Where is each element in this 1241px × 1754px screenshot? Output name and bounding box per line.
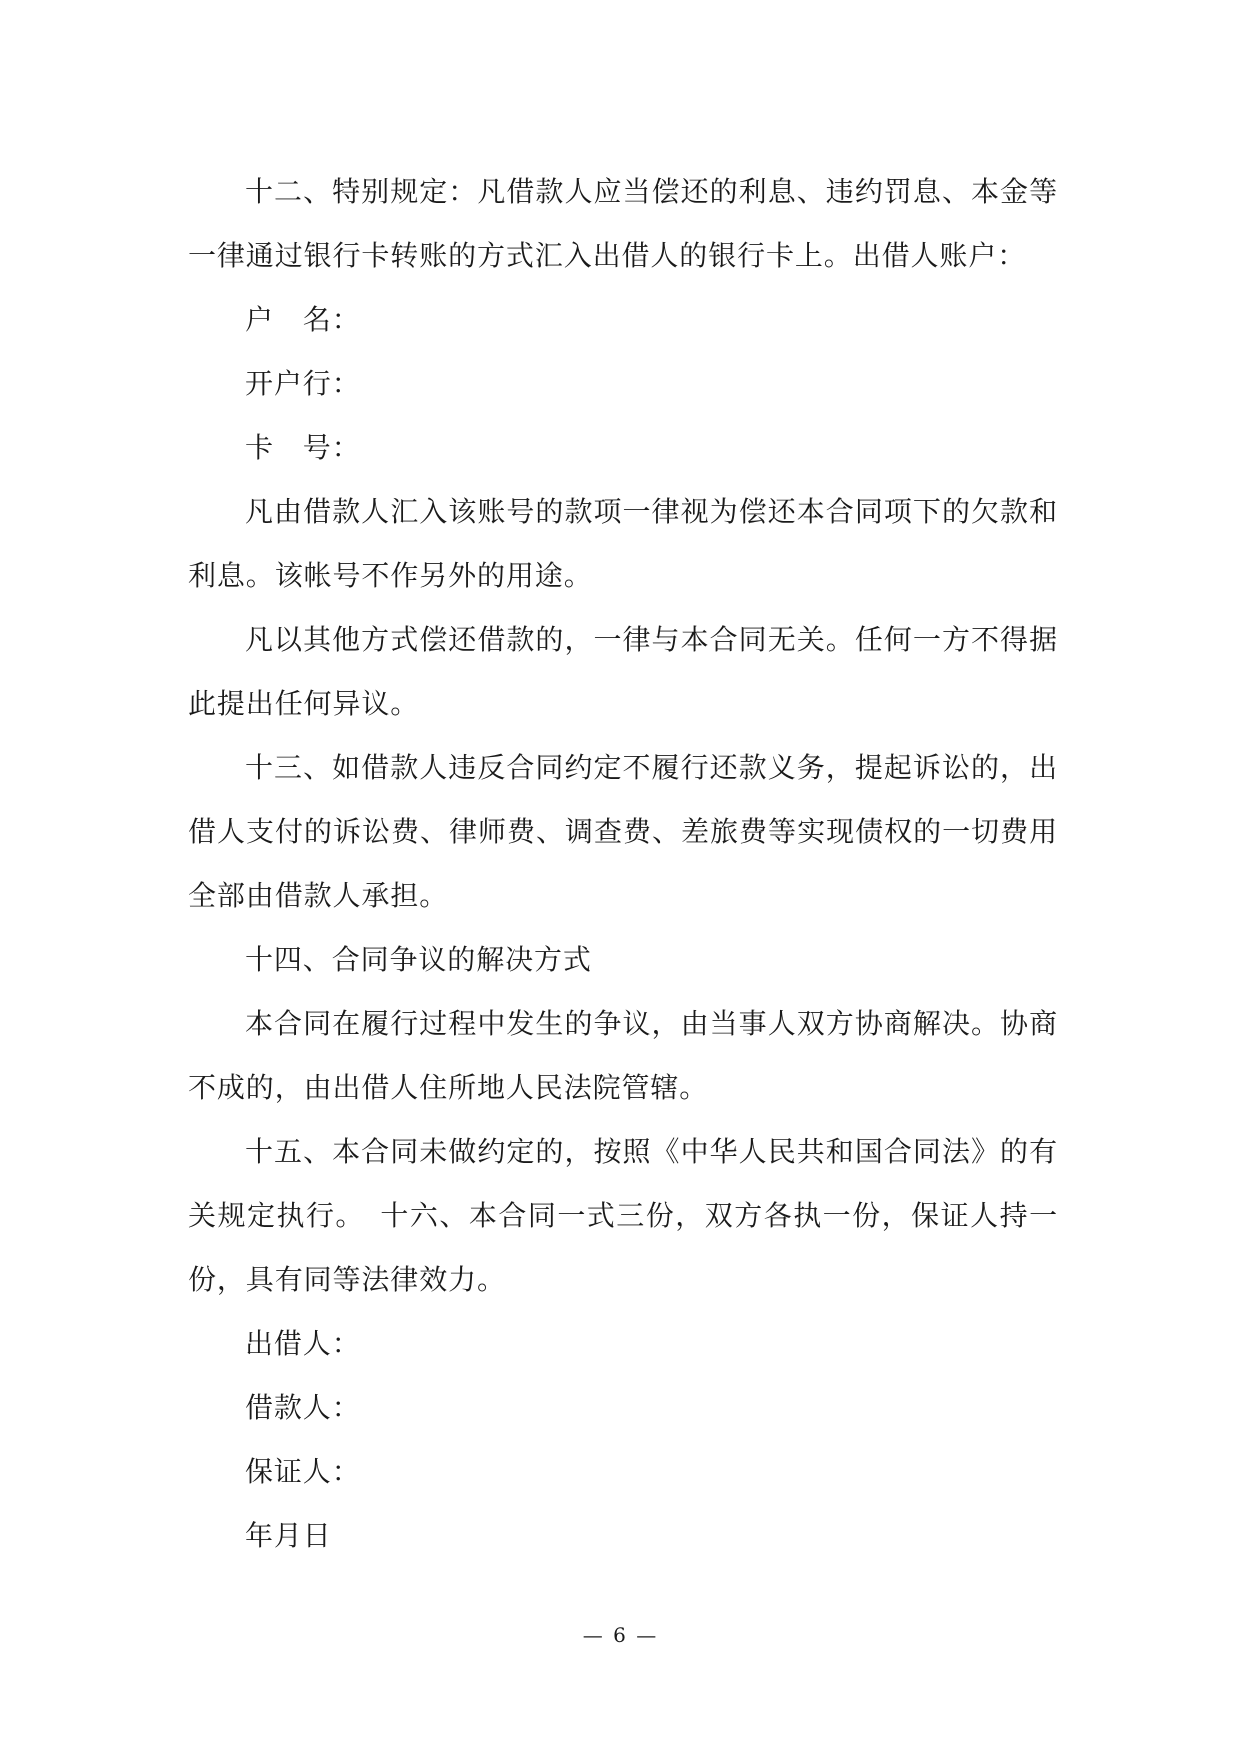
clause-12-special-provision: 十二、特别规定：凡借款人应当偿还的利息、违约罚息、本金等一律通过银行卡转账的方式汇入出借人的银行卡上。出借人账户： — [188, 175, 1058, 272]
lender-signature-line: 出借人： — [245, 1327, 361, 1360]
document-body — [188, 160, 1058, 1568]
page-number: — 6 — — [582, 1623, 659, 1647]
account-name-field: 户 名： — [245, 303, 361, 336]
bank-branch-field: 开户行： — [245, 367, 361, 400]
clause-13-litigation-costs: 十三、如借款人违反合同约定不履行还款义务，提起诉讼的，出借人支付的诉讼费、律师费、调查费、差旅费等实现债权的一切费用全部由借款人承担。 — [188, 751, 1058, 912]
other-repayment-paragraph: 凡以其他方式偿还借款的，一律与本合同无关。任何一方不得据此提出任何异议。 — [188, 623, 1058, 720]
clause-14-heading: 十四、合同争议的解决方式 — [245, 943, 592, 976]
date-line: 年月日 — [245, 1519, 332, 1552]
borrower-signature-line: 借款人： — [245, 1391, 361, 1424]
card-number-field: 卡 号： — [245, 431, 361, 464]
clause-15-16-paragraph: 十五、本合同未做约定的，按照《中华人民共和国合同法》的有关规定执行。 十六、本合同一式三份，双方各执一份，保证人持一份，具有同等法律效力。 — [188, 1135, 1058, 1296]
dispute-resolution-paragraph: 本合同在履行过程中发生的争议，由当事人双方协商解决。协商不成的，由出借人住所地人民法院管辖。 — [188, 1007, 1058, 1104]
account-usage-paragraph: 凡由借款人汇入该账号的款项一律视为偿还本合同项下的欠款和利息。该帐号不作另外的用途。 — [188, 495, 1058, 592]
guarantor-signature-line: 保证人： — [245, 1455, 361, 1488]
